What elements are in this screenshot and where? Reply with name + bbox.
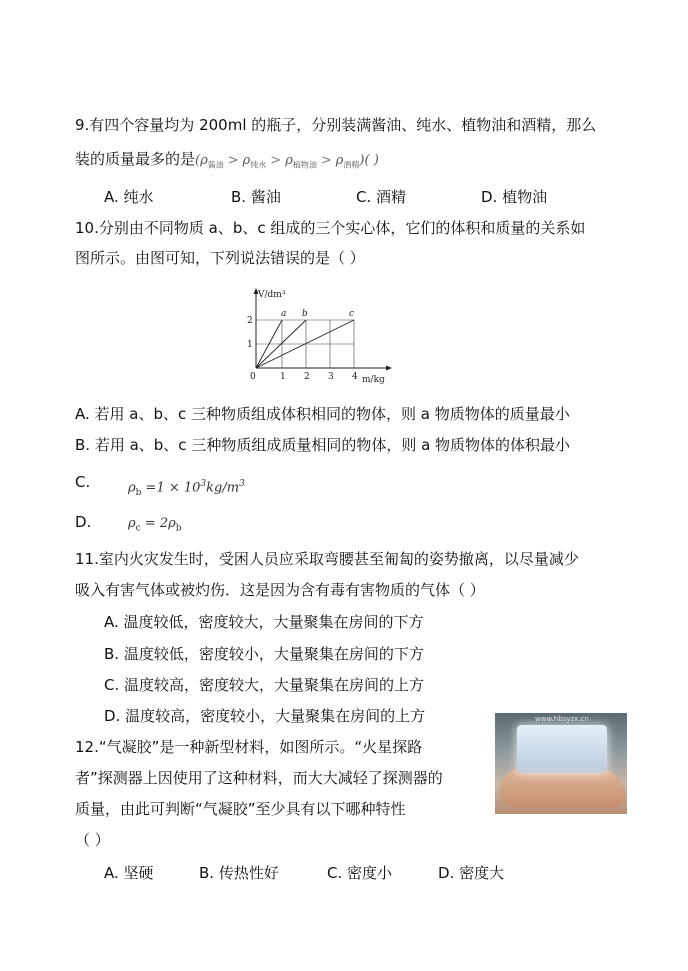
q10-option-d-formula: $\rho_c = 2\rho_b$ [128, 516, 182, 534]
x-axis-arrow [386, 366, 392, 371]
q12-option-b[interactable]: B. 传热性好 [199, 864, 279, 882]
hand-image-part [500, 768, 625, 808]
y-tick-2: 2 [247, 316, 253, 326]
x-tick-4: 4 [352, 372, 358, 382]
x-axis-label: m/kg [362, 375, 385, 385]
q12-stem-line1: 12.“气凝胶”是一种新型材料，如图所示。“火星探路 [75, 738, 423, 756]
q9-option-c[interactable]: C. 酒精 [356, 188, 407, 206]
q12-stem-line3: 质量，由此可判断“气凝胶”至少具有以下哪种特性 [75, 800, 406, 818]
line-b-label: b [302, 309, 308, 319]
q10-option-d[interactable] [75, 512, 182, 534]
q11-option-a[interactable]: A. 温度较低，密度较大，大量聚集在房间的下方 [104, 613, 424, 631]
q10-option-a[interactable]: A. 若用 a、b、c 三种物质组成体积相同的物体，则 a 物质物体的质量最小 [75, 405, 570, 423]
q9-stem-prefix: 装的质量最多的是 [75, 150, 196, 168]
density-pure-water: 纯水 [250, 160, 267, 170]
q10-stem-line2: 图所示。由图可知，下列说法错误的是（ ） [75, 249, 365, 267]
q12-option-c[interactable]: C. 密度小 [327, 864, 393, 882]
q11-option-b[interactable]: B. 温度较低，密度较小，大量聚集在房间的下方 [104, 645, 424, 663]
x-tick-3: 3 [328, 372, 334, 382]
q9-option-b[interactable]: B. 酱油 [231, 188, 281, 206]
q9-stem-line1: 9.有四个容量均为 200ml 的瓶子，分别装满酱油、纯水、植物油和酒精，那么 [75, 116, 597, 134]
line-a-label: a [281, 309, 287, 319]
x-tick-1: 1 [280, 372, 286, 382]
q10-option-d-label: D. [75, 513, 92, 531]
q10-option-b[interactable]: B. 若用 a、b、c 三种物质组成质量相同的物体，则 a 物质物体的体积最小 [75, 436, 571, 454]
q11-option-d[interactable]: D. 温度较高，密度较小，大量聚集在房间的上方 [104, 707, 426, 725]
q10-option-c[interactable] [75, 472, 245, 498]
aerogel-block-image-part [517, 725, 607, 773]
y-tick-1: 1 [247, 340, 253, 350]
q12-option-d[interactable]: D. 密度大 [438, 864, 505, 882]
volume-mass-graph [238, 286, 398, 386]
density-soy-sauce: 酱油 [207, 160, 224, 170]
q11-stem-line1: 11.室内火灾发生时，受困人员应采取弯腰甚至匍匐的姿势撤离，以尽量减少 [75, 550, 579, 568]
aerogel-photo [495, 713, 627, 814]
q9-option-d[interactable]: D. 植物油 [481, 188, 548, 206]
q9-stem-line2 [75, 149, 379, 176]
density-vegetable-oil: 植物油 [292, 160, 317, 170]
q9-option-a[interactable]: A. 纯水 [104, 188, 154, 206]
origin-label: 0 [250, 372, 256, 382]
photo-watermark: www.hbsyzx.cn [535, 715, 589, 723]
q12-answer-paren: （ ） [75, 831, 110, 849]
y-axis-label: V/dm³ [258, 290, 286, 300]
q11-stem-line2: 吸入有害气体或被灼伤．这是因为含有毒有害物质的气体（ ） [75, 581, 485, 599]
q10-option-c-formula: $\rho_b =1 \times 10^3kg/m^3$ [128, 479, 245, 498]
q9-answer-paren: )( ) [359, 153, 379, 168]
x-tick-2: 2 [304, 372, 310, 382]
density-alcohol: 酒精 [343, 160, 360, 170]
q11-option-c[interactable]: C. 温度较高，密度较大，大量聚集在房间的上方 [104, 676, 425, 694]
q10-option-c-label: C. [75, 473, 91, 491]
q12-stem-line2: 者”探测器上因使用了这种材料，而大大减轻了探测器的 [75, 769, 443, 787]
line-c-label: c [349, 309, 355, 319]
q9-density-comparison: ($\rho_{酱油} > \rho_{纯水} > \rho_{植物油} > \rho_{酒精}$ [195, 153, 360, 170]
q10-stem-line1: 10.分别由不同物质 a、b、c 组成的三个实心体，它们的体积和质量的关系如 [75, 219, 586, 237]
q12-option-a[interactable]: A. 坚硬 [104, 864, 154, 882]
